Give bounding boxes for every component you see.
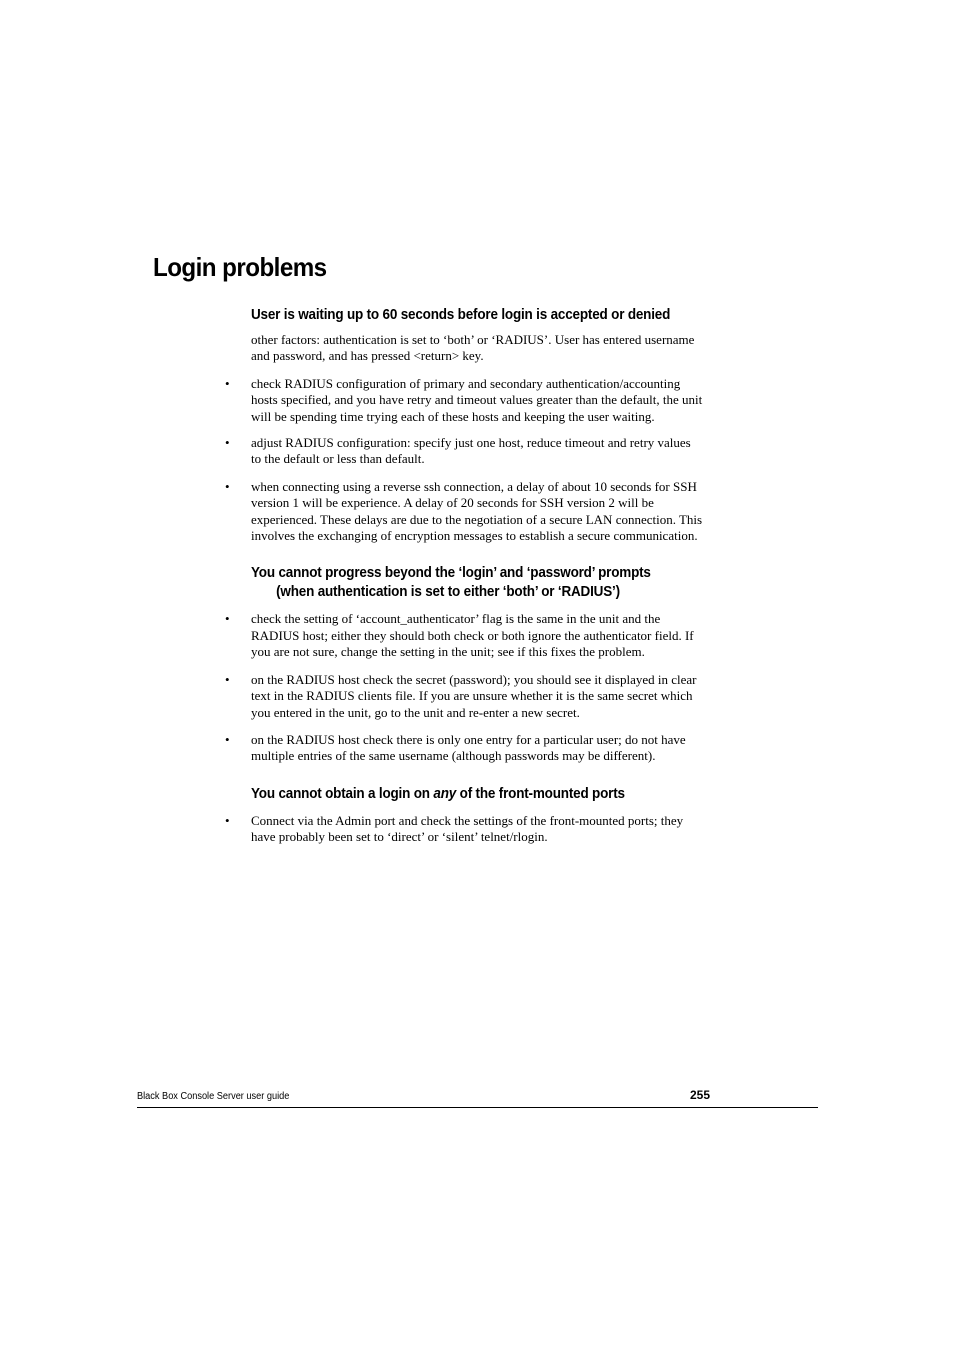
section-prompt-stuck bbox=[225, 564, 703, 764]
bullet-marker: • bbox=[225, 375, 230, 391]
list-item bbox=[225, 731, 703, 765]
bullet-marker: • bbox=[225, 671, 230, 687]
section-heading bbox=[251, 785, 671, 804]
section-front-ports bbox=[225, 785, 703, 846]
section-heading bbox=[251, 564, 671, 602]
list-item-text: when connecting using a reverse ssh connection, a delay of about 10 seconds for SSH version 1 will be experience. A delay of 20 seconds for SSH version 2 will be experienced. These delays are due to the negotiation of a secure LAN connection. This involves the exchanging of encryption messages to establish a secure communication. bbox=[251, 478, 703, 544]
list-item-text: on the RADIUS host check there is only one entry for a particular user; do not have multiple entries of the same username (although passwords may be different). bbox=[251, 731, 686, 764]
list-item bbox=[225, 611, 703, 660]
section-heading-emphasis: any bbox=[433, 785, 457, 802]
list-item-text: check the setting of ‘account_authenticator’ flag is the same in the unit and the RADIUS host; either they should both check or both ignore the authenticator field. If you are not sure, change the setting in the unit; see if this fixes the problem. bbox=[251, 611, 694, 660]
list-item bbox=[225, 671, 703, 721]
section-heading-post: of the front-mounted ports bbox=[456, 785, 625, 802]
page-title: Login problems bbox=[153, 252, 327, 282]
section-heading-line1: You cannot progress beyond the ‘login’ and ‘password’ prompts bbox=[251, 565, 651, 582]
bullet-marker: • bbox=[225, 478, 230, 494]
list-item-text: check RADIUS configuration of primary and secondary authentication/accounting hosts specified, and you have retry and timeout values greater than the default, the unit will be spending time trying each of these hosts and keeping the user waiting. bbox=[251, 375, 703, 424]
bullet-list bbox=[225, 812, 703, 846]
section-heading-pre: You cannot obtain a login on bbox=[251, 785, 434, 802]
bullet-marker: • bbox=[225, 812, 230, 828]
list-item bbox=[225, 812, 703, 846]
document-body bbox=[225, 306, 703, 846]
list-item-text: adjust RADIUS configuration: specify just one host, reduce timeout and retry values to the default or less than default. bbox=[251, 435, 691, 467]
bullet-marker: • bbox=[225, 731, 230, 747]
bullet-marker: • bbox=[225, 435, 230, 451]
footer-guide-title: Black Box Console Server user guide bbox=[137, 1091, 290, 1102]
section-heading-line2: (when authentication is set to either ‘both’ or ‘RADIUS’) bbox=[276, 584, 620, 601]
bullet-list bbox=[225, 611, 703, 764]
list-item bbox=[225, 478, 703, 545]
list-item bbox=[225, 375, 703, 425]
list-item-text: on the RADIUS host check the secret (password); you should see it displayed in clear text in the RADIUS clients file. If you are unsure whether it is the same secret which you entered in the unit, go to the unit and re-enter a new secret. bbox=[251, 671, 697, 720]
bullet-marker: • bbox=[225, 611, 230, 627]
footer-page-number: 255 bbox=[690, 1088, 711, 1102]
section-login-delay bbox=[225, 306, 703, 544]
footer-divider bbox=[137, 1107, 818, 1108]
bullet-list bbox=[225, 375, 703, 545]
section-intro: other factors: authentication is set to ‘both’ or ‘RADIUS’. User has entered username and password, and has pressed <return> key. bbox=[251, 332, 695, 364]
section-heading: User is waiting up to 60 seconds before login is accepted or denied bbox=[251, 307, 671, 323]
list-item-text: Connect via the Admin port and check the settings of the front-mounted ports; they have probably been set to ‘direct’ or ‘silent’ telnet/rlogin. bbox=[251, 812, 684, 845]
list-item bbox=[225, 435, 703, 468]
